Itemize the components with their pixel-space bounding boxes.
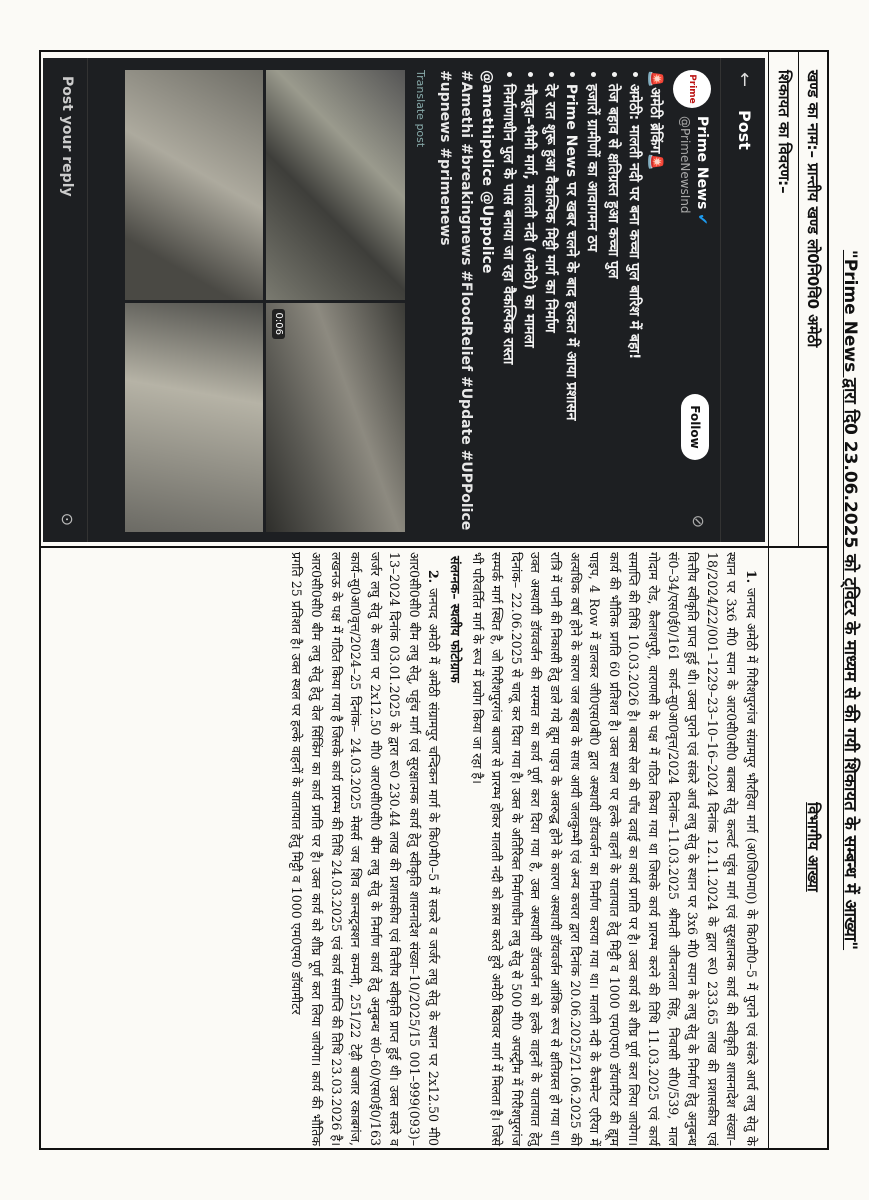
tweet-header: [720, 58, 765, 542]
complaint-details-label: शिकायत का विवरण:–: [775, 70, 793, 194]
tweet-line: • Prime News पर खबर चलने के बाद हरकत में आया प्रशासन: [563, 70, 579, 421]
account-name[interactable]: [694, 116, 710, 225]
reply-input[interactable]: Post your reply: [59, 76, 75, 197]
tweet-media-grid: [125, 70, 405, 532]
tweet-page-title: Post: [735, 110, 754, 150]
back-arrow-icon[interactable]: ←: [734, 72, 755, 88]
follow-button[interactable]: Follow: [681, 394, 709, 460]
tweet-line: • निर्माणाधीन पुल के पास बनाया जा रहा वैकल्पिक रास्ता: [500, 70, 516, 365]
department-report-text: [285, 552, 761, 1146]
video-duration-badge: 0:06: [273, 309, 286, 339]
paragraph-number: 1.: [744, 570, 759, 584]
camera-icon[interactable]: ⊙: [58, 512, 77, 526]
tweet-line: • तेज बहाव से क्षतिग्रस्त हुआ कच्चा पुल: [605, 70, 621, 279]
tweet-line: • अमेठी: मालती नदी पर बना कच्चा पुल बारिश में बहा!: [626, 70, 642, 360]
reply-bar: [43, 58, 88, 542]
tweet-mentions[interactable]: @amethipolice @Uppolice: [479, 70, 495, 274]
page-title: "Prime News द्वारा दि0 23.06.2025 को ट्विटर के माध्यम से की गयी शिकायत के सम्बन्ध में आख्या": [840, 249, 860, 951]
tweet-line: • मौजूदा–भीमी मार्ग, मालती नदी (अमेठी) का मामला: [521, 70, 537, 348]
report-table: [39, 50, 829, 1150]
attachment-note: संलग्नक– स्थलीय फोटोग्राफ: [448, 556, 464, 683]
grok-icon[interactable]: ⊘: [689, 514, 708, 528]
tweet-line: • देर रात शुरू हुआ वैकल्पिक मिट्टी मार्ग का निर्माण: [542, 70, 558, 333]
paragraph-text: जनपद अमेठी में गिरीशपुरगंज संग्रामपुर भौरहिया मार्ग (अ0जि0मा0) के कि0मी0–5 में पुराने एवं संकरे आर्च लघु सेतु के स्थान पर 3x6 मी0 स्पान के आर0सी0सी0 बाक्स सेतु कल्वर्ट पहुंच मार्ग एवं सुरक्षात्मक कार्य की स्वीकृति शासनादेश संख्या–18/2024/22/001–1229–23–10–16–2024 दिनांक 12.11.2024 के द्वारा रू0 233.65 लाख की प्रशासकीय एवं वित्तीय स्वीकृति प्राप्त हुई थी। उक्त पुराने एवं संकरे आर्च लघु सेतु के स्थान पर 3x6 मी0 स्पान के लघु सेतु के निर्माण हेतु अनुबन्ध सं0–34/एस0ई0/161 कार्य–सु0आ0वृत्त/2024 दिनांक–11.03.2025 श्रीमती जीवनलता सिंह, निवासी सी0/539, माल गोदाम रोड, कैलाशपुरी, वाराणसी के पक्ष में गठित किया गया था जिसके कार्य प्रारम्भ करने की तिथि 11.03.2025 एवं कार्य समाप्ति की तिथि 10.03.2026 है। बाक्स सेल की पाँच दवाई का कार्य प्रगति पर है। उक्त कार्य को शीघ्र पूर्ण करा लिया जायेगा। कार्य की भौतिक प्रगति 60 प्रतिशत है। उक्त स्थल पर हल्के वाहनों के यातायात हेतु मिट्टी व 1000 एम0एम0 डॉयामीटर की ह्यूम पाइप, 4 Row में डालकर जी0एस0बी0 द्वारा अस्थायी डॉयवर्जन का निर्माण कराया गया था। मालती नदी के कैचमेन्ट एरिया में अत्यधिक वर्षा होने के कारण जल बहाव के साथ आयी जलकुम्भी एवं अन्य कचरा द्वारा दिनांक 20.06.2025/21.06.2025 की रात्रि में पानी की निकासी हेतु डाले गये ह्यूम पाइप के अवरुद्ध होने के कारण अस्थायी डॉयवर्जन आंशिक रूप से क्षतिग्रस्त हो गया था। उक्त अस्थायी डॉयवर्जन की मरम्मत का कार्य पूर्ण करा दिया गया है, उक्त अस्थायी डॉयवर्जन को हल्के वाहनों के यातायात हेतु दिनांक– 22.06.2025 से चालू कर दिया गया है। उक्त के अतिरिक्त निर्माणाधीन लघु सेतु से 500 मी0 अपस्ट्रीम में गिरीशपुरगंज सम्पर्क मार्ग स्थित है, जो गिरीशपुरगंज बाजार से प्रारम्भ होकर मालती नदी को क्रास करते हुये अमेठी बिठावर मार्ग में मिलता है। जिसे भी परिवर्तित मार्ग के रूप में प्रयोग किया जा रहा है।: [469, 552, 759, 1146]
column-divider: [41, 546, 827, 548]
translate-post-link[interactable]: Translate post: [414, 70, 427, 148]
tweet-line: • हजारों ग्रामीणों का आवागमन ठप: [584, 70, 600, 252]
media-photo[interactable]: [267, 70, 406, 300]
media-photo[interactable]: [125, 303, 264, 533]
media-photo[interactable]: [125, 70, 264, 300]
report-paragraph-1: [467, 552, 761, 1146]
tweet-screenshot: [43, 58, 765, 542]
paragraph-text: जनपद अमेठी में अमेठी संग्रामपुर चन्दिकन मार्ग के कि0मी0–5 में सकरे व जर्जर लघु सेतु के स्थान पर 2x12.50 मी0 आर0सी0सी0 बीम लघु सेतु, पहुंच मार्ग एवं सुरक्षात्मक कार्य हेतु स्वीकृति शासनादेश संख्या–10/2025/15 001–999(093)–13–2024 दिनांक 03.01.2025 के द्वारा रू0 230.44 लाख की प्रशासकीय एवं वित्तीय स्वीकृति प्राप्त हुई थी। उक्त सकरे व जर्जर लघु सेतु के स्थान पर 2x12.50 मी0 आर0सी0सी0 बीम लघु सेतु के निर्माण कार्य हेतु अनुबन्ध सं0–60/एस0ई0/163 कार्य–सु0आ0वृत्त/2024–25 दिनांक– 24.03.2025 मेसर्स जय शिव कान्सट्रक्शन कम्पनी, 251/22 टेढ़ी बाजार रकाबगंज, लखनऊ के पक्ष में गठित किया गया है जिसके कार्य प्रारम्भ की तिथि 24.03.2025 एवं कार्य समाप्ति की तिथि 23.03.2026 है। आर0सी0सी0 बीम लघु सेतु हेतु वेल सिंकिंग का कार्य प्रगति पर है। उक्त कार्य को शीघ्र पूर्ण करा लिया जायेगा। कार्य की भौतिक प्रगति 25 प्रतिशत है। उक्त स्थल पर हल्के वाहनों के यातायात हेतु मिट्टी व 1000 एम0एम0 डॉयामीटर: [289, 552, 442, 1146]
row-divider: [768, 52, 769, 1148]
division-name: खण्ड का नाम:– प्रान्तीय खण्ड लो0नि0वि0 अमेठी: [804, 70, 822, 348]
paragraph-number: 2.: [426, 570, 442, 584]
media-video[interactable]: [267, 303, 406, 533]
row-divider: [798, 52, 799, 546]
department-report-label: विभागीय आख्या: [804, 802, 822, 892]
verified-badge-icon: ✔: [694, 213, 710, 226]
tweet-text: [434, 70, 665, 532]
avatar[interactable]: Prime: [673, 70, 711, 108]
account-name-text: Prime News: [694, 116, 710, 210]
tweet-line: 🚨अमेठी ब्रेकिंग🚨: [647, 70, 663, 171]
tweet-hashtags[interactable]: #Amethi #breakingnews #FloodRelief #Update #UPPolice #upnews #primenews: [437, 70, 474, 531]
account-handle[interactable]: @PrimeNewsInd: [678, 116, 692, 214]
report-paragraph-2: [287, 552, 444, 1146]
